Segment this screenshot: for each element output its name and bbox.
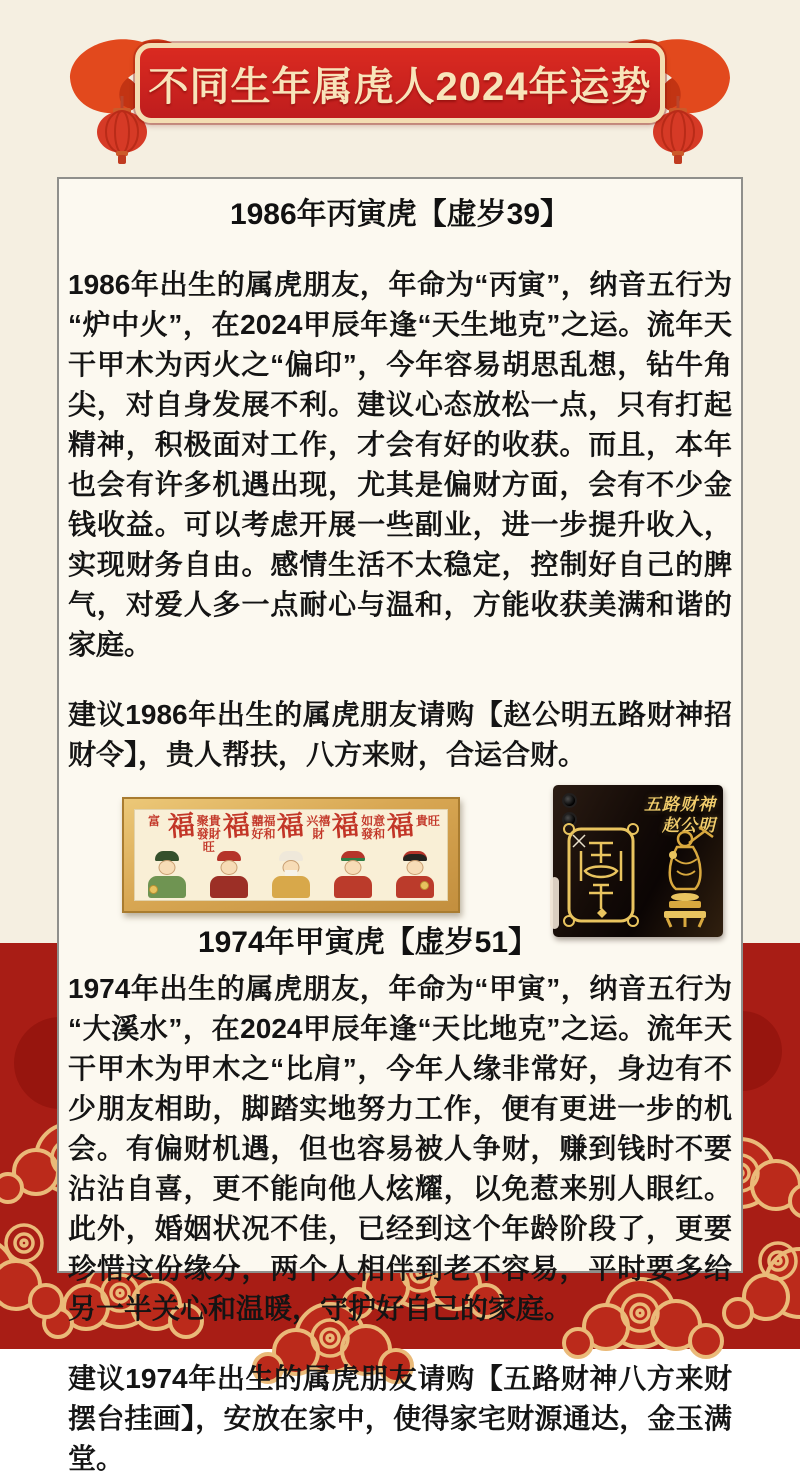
advice-text-1974: 建议1974年出生的属虎朋友请购【五路财神八方来财摆台挂画】，安放在家中，使得家宅财源通达，金玉满堂。 [68, 1363, 732, 1474]
phone-title-line2: 赵公明 [662, 816, 716, 835]
fu-char: 聚貴發財旺 [196, 814, 221, 854]
zhao-gongming-figure-icon [655, 825, 715, 929]
fortune-text-1986: 1986年出生的属虎朋友，年命为“丙寅”，纳音五行为“炉中火”，在2024甲辰年逢“天生地克”之运。流年天干甲木为丙火之“偏印”，今年容易胡思乱想，钻牛角尖，对自身发展不利。建议心态放松一点，只有打起精神，积极面对工作，才会有好的收获。而且，本年也会有许多机遇出现，尤其是偏财方面，会有不少金钱收益。可以考虑开展一些副业，进一步提升收入，实现财务自由。感情生活不太稳定，控制好自己的脾气，对爱人多一点耐心与温和，方能收获美满和谐的家庭。 [68, 269, 732, 660]
banner-plate [135, 43, 665, 123]
gold-coin-icon [149, 885, 158, 894]
wealth-god-figure-4 [329, 850, 377, 898]
painting-canvas [134, 809, 448, 901]
fu-char: 福 [385, 809, 416, 844]
fu-char: 福 [221, 809, 251, 844]
gold-coin-icon [420, 881, 429, 890]
wealth-god-figure-5 [391, 850, 439, 898]
fu-char: 兴禧財 [306, 814, 331, 841]
gold-talisman-icon [559, 821, 645, 931]
fu-char: 福 [276, 809, 306, 844]
wealth-gods-painting [122, 797, 460, 913]
phone-title-line1: 五路财神 [644, 795, 716, 814]
wealth-god-figure-3 [267, 850, 315, 898]
phone-product-photo [553, 785, 723, 937]
fu-char: 囍福好和 [251, 814, 276, 841]
fu-char: 如意發和 [361, 814, 386, 841]
section-heading-1974: 1974年甲寅虎【虚岁51】 [197, 926, 539, 959]
title-banner [0, 0, 800, 175]
fu-char: 富 [147, 814, 160, 828]
fu-char: 貴旺 [415, 814, 440, 828]
section-heading-1986: 1986年丙寅虎【虚岁39】 [229, 198, 571, 231]
content-panel [57, 177, 743, 1474]
media-row [68, 791, 732, 959]
fu-char: 福 [330, 809, 361, 844]
advice-text-1986: 建议1986年出生的属虎朋友请购【赵公明五路财神招财令】，贵人帮扶，八方来财，合运合财。 [68, 699, 732, 770]
fortune-text-1974: 1974年出生的属虎朋友，年命为“甲寅”，纳音五行为“大溪水”，在2024甲辰年逢“天比地克”之运。流年天干甲木为甲木之“比肩”，今年人缘非常好，身边有不少朋友相助，脚踏实地努力工作，便有更进一步的机会。有偏财机遇，但也容易被人争财，赚到钱时不要沾沾自喜，更不能向他人炫耀，以免惹来别人眼红。此外，婚姻状况不佳，已经到这个年龄阶段了，更要珍惜这份缘分，两个人相伴到老不容易，平时要多给另一半关心和温暖，守护好自己的家庭。 [68, 973, 732, 1324]
fu-char: 福 [166, 809, 197, 844]
wealth-god-figures [143, 850, 439, 898]
wealth-god-figure-2 [205, 850, 253, 898]
page-title: 不同生年属虎人2024年运势 [148, 64, 652, 109]
